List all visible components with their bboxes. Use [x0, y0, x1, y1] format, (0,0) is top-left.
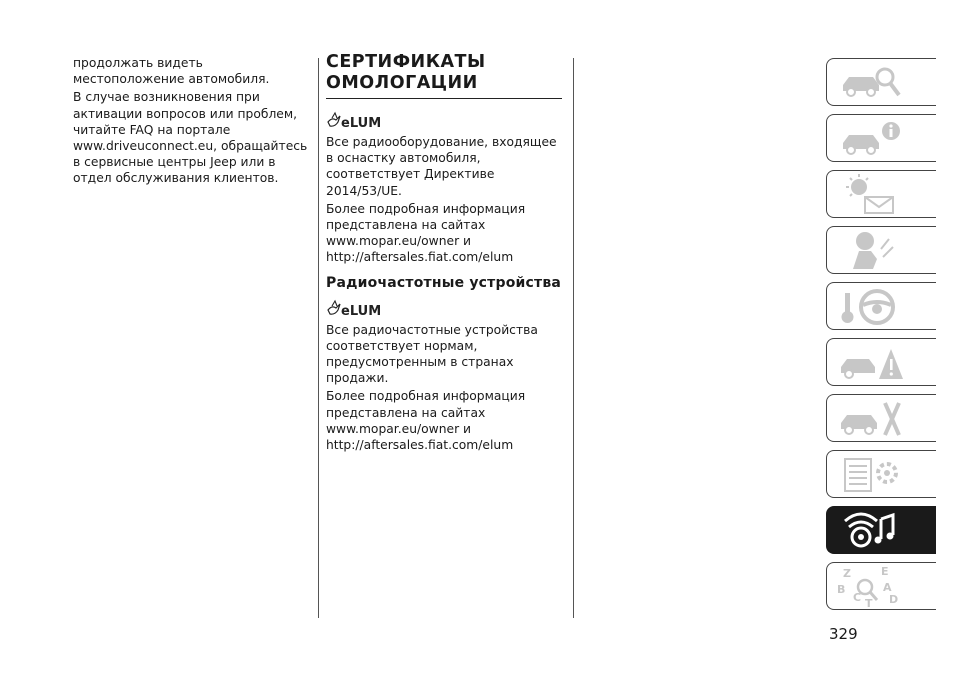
alphabetical-index-icon: [833, 565, 913, 609]
text-line: представлена на сайтах: [326, 218, 486, 233]
tab-car-info[interactable]: [826, 114, 936, 162]
warning-lights-icon: [833, 173, 913, 217]
car-search-icon: [833, 61, 913, 105]
tab-car-wrench[interactable]: [826, 394, 936, 442]
elum-logo-text: eLUM: [341, 116, 382, 131]
paragraph: Все радиочастотные устройства соответствует нормам, предусмотренным в странах продажи.: [326, 322, 538, 386]
index-letter: Z: [843, 567, 851, 580]
car-info-icon: [833, 117, 913, 161]
airbag-seat-icon: [833, 229, 913, 273]
middle-column: [326, 52, 562, 455]
paragraph: В случае возникновения при активации вопросов или проблем, читайте FAQ на портале www.driveuconnect.eu, обращайтесь в сервисные центры Jeep или в отдел обслуживания клиентов.: [73, 90, 308, 186]
key-steering-wheel-icon: [833, 285, 913, 329]
specs-gear-icon: [833, 453, 913, 497]
paragraph: [326, 201, 562, 266]
tab-alphabetical-index[interactable]: [826, 562, 936, 610]
car-warning-triangle-icon: [833, 341, 913, 385]
paragraph: [326, 388, 562, 453]
index-letter: B: [837, 583, 846, 596]
page-number: 329: [829, 625, 858, 643]
tab-car-search[interactable]: [826, 58, 936, 106]
text-line: представлена на сайтах: [326, 405, 486, 420]
left-column: [73, 55, 313, 189]
tab-airbag-seat[interactable]: [826, 226, 936, 274]
index-letter: A: [883, 581, 892, 594]
index-letter: D: [889, 593, 899, 606]
url-text: www.mopar.eu/owner и: [326, 421, 472, 436]
column-divider: [573, 58, 574, 618]
tab-specs-gear[interactable]: [826, 450, 936, 498]
section-title: [326, 52, 562, 99]
multimedia-icon: [833, 509, 913, 553]
section-title-line: СЕРТИФИКАТЫ: [326, 52, 486, 72]
tab-car-warning-triangle[interactable]: [826, 338, 936, 386]
index-letter: E: [881, 565, 889, 578]
car-wrench-icon: [833, 397, 913, 441]
tab-multimedia[interactable]: [826, 506, 936, 554]
section-title-line: ОМОЛОГАЦИИ: [326, 73, 478, 93]
index-letter: C: [853, 591, 862, 604]
index-letter: T: [865, 597, 873, 610]
text-line: Более подробная информация: [326, 201, 526, 216]
elum-logo-icon: [326, 296, 382, 319]
subheading: Радиочастотные устройства: [326, 274, 562, 291]
url-text: http://aftersales.fiat.com/elum: [326, 250, 514, 265]
paragraph: продолжать видеть местоположение автомобиля.: [73, 56, 270, 87]
url-text: www.mopar.eu/owner и: [326, 234, 472, 249]
elum-logo-text: eLUM: [341, 303, 382, 319]
url-text: http://aftersales.fiat.com/elum: [326, 438, 514, 453]
tab-key-steering-wheel[interactable]: [826, 282, 936, 330]
elum-logo-icon: [326, 108, 382, 131]
column-divider: [318, 58, 319, 618]
tab-warning-lights[interactable]: [826, 170, 936, 218]
paragraph: Все радиооборудование, входящее в оснастку автомобиля, соответствует Директиве 2014/53/UE.: [326, 135, 557, 198]
text-line: Более подробная информация: [326, 389, 526, 404]
